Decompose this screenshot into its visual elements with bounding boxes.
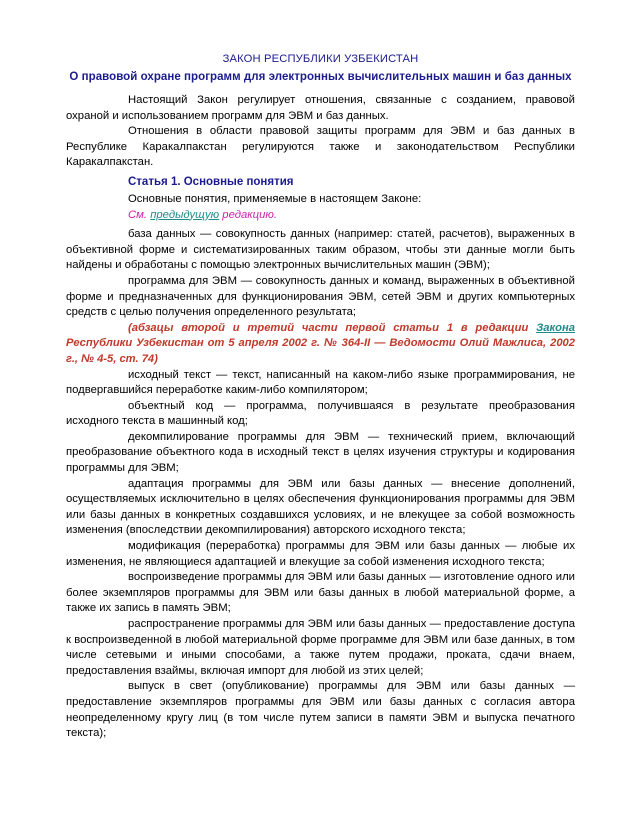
definition-database: база данных — совокупность данных (например: статей, расчетов), выраженных в объективной форме и систематизированных таким образом, чтобы эти данные могли быть найдены и обработаны с помощью электронных вычислительных машин (ЭВМ); bbox=[66, 228, 575, 272]
see-previous-edition-note bbox=[66, 208, 575, 224]
see-previous-suffix: редакцию. bbox=[219, 208, 277, 221]
amendment-note-suffix: Республики Узбекистан от 5 апреля 2002 г. № 364-II — Ведомости Олий Мажлиса, 2002 г., № 4-5, ст. 74) bbox=[66, 337, 575, 365]
see-previous-prefix: См. bbox=[128, 208, 151, 221]
definition-source-text: исходный текст — текст, написанный на каком-либо языке программирования, не подвергавшийся переработке каким-либо компилятором; bbox=[66, 368, 575, 397]
article-1-lead: Основные понятия, применяемые в настоящем Законе: bbox=[128, 192, 422, 205]
previous-edition-link[interactable]: предыдущую bbox=[150, 208, 220, 221]
definition-adaptation: адаптация программы для ЭВМ или базы данных — внесение дополнений, осуществляемых исключительно в целях обеспечения функционирования программы для ЭВМ или базы данных в конкретных создавшихся условиях, и не влекущее за собой возможность изменения (впоследствии декомпилирования) авторского исходного текста; bbox=[66, 477, 575, 537]
definition-object-code: объектный код — программа, получившаяся в результате преобразования исходного текста в машинный код; bbox=[66, 399, 575, 428]
document-title-line-1: ЗАКОН РЕСПУБЛИКИ УЗБЕКИСТАН bbox=[222, 53, 419, 65]
intro-paragraph-1: Настоящий Закон регулирует отношения, связанные с созданием, правовой охраной и использованием программ для ЭВМ и баз данных. bbox=[66, 94, 575, 122]
amendment-note-prefix: (абзацы второй и третий части первой статьи 1 в редакции bbox=[128, 321, 537, 334]
definition-computer-program: программа для ЭВМ — совокупность данных и команд, выраженных в объективной форме и предназначенных для функционирования ЭВМ, сетей ЭВМ и других компьютерных средств с целью получения определенного результата; bbox=[66, 274, 575, 319]
amendment-law-link[interactable]: Закона bbox=[536, 321, 575, 334]
article-1-heading: Статья 1. Основные понятия bbox=[128, 175, 294, 188]
definition-distribution: распространение программы для ЭВМ или базы данных — предоставление доступа к воспроизведенной в любой материальной форме программе для ЭВМ или базе данных, в том числе сетевыми и иными способами, а также путем продажи, проката, сдачи внаем, предоставления взаймы, включая импорт для любой из этих целей; bbox=[66, 618, 575, 677]
definition-modification: модификация (переработка) программы для ЭВМ или базы данных — любые их изменения, не являющиеся адаптацией и влекущие за собой изменения исходного текста; bbox=[66, 540, 575, 568]
definition-publication: выпуск в свет (опубликование) программы для ЭВМ или базы данных — предоставление экземпляров программы для ЭВМ или базы данных с согласия автора неопределенному кругу лиц (в том числе путем записи в памяти ЭВМ и выпуска печатного текста); bbox=[66, 680, 575, 740]
document-title-line-2: О правовой охране программ для электронных вычислительных машин и баз данных bbox=[69, 71, 572, 83]
definition-decompilation: декомпилирование программы для ЭВМ — технический прием, включающий преобразование объектного кода в исходный текст в целях изучения структуры и кодирования программы для ЭВМ; bbox=[66, 430, 575, 475]
definition-reproduction: воспроизведение программы для ЭВМ или базы данных — изготовление одного или более экземпляров программы для ЭВМ или базы данных в любой материальной форме, а также их запись в память ЭВМ; bbox=[66, 571, 575, 615]
document-title-block bbox=[66, 52, 575, 85]
intro-paragraph-2: Отношения в области правовой защиты программ для ЭВМ и баз данных в Республике Каракалпакстан регулируются также и законодательством Республики Каракалпакстан. bbox=[66, 125, 575, 169]
amendment-note bbox=[66, 321, 575, 368]
